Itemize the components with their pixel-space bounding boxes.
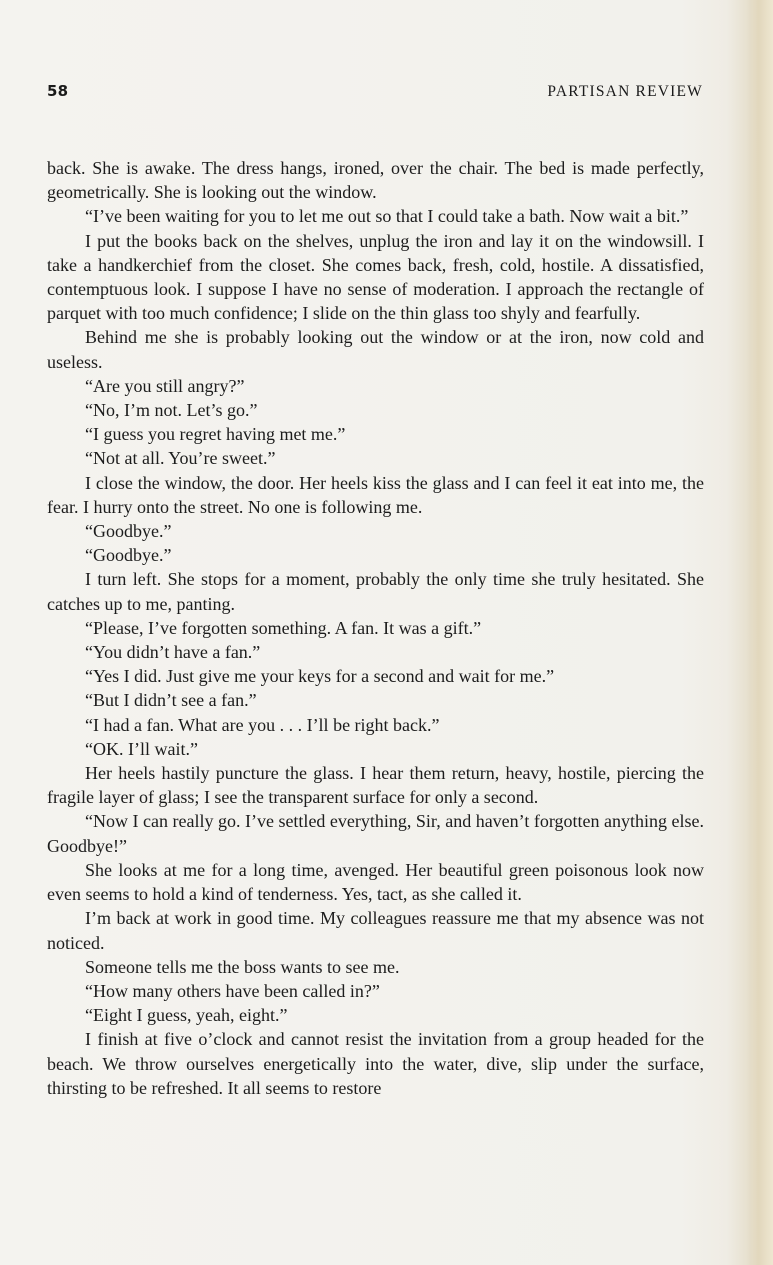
page-header: [47, 82, 703, 106]
paragraph: I put the books back on the shelves, unplug the iron and lay it on the windowsill. I take a handkerchief from the closet. She comes back, fresh, cold, hostile. A dissatisfied, contemptuous look. I suppose I have no sense of moderation. I approach the rectangle of parquet with too much confidence; I slide on the thin glass too shyly and fearfully.: [47, 230, 704, 324]
page-gutter-shadow: [747, 0, 773, 1265]
paragraph: “You didn’t have a fan.”: [85, 642, 261, 663]
paragraph: back. She is awake. The dress hangs, ironed, over the chair. The bed is made perfectly, geometrically. She is looking out the window.: [47, 158, 704, 203]
paragraph: “Now I can really go. I’ve settled everything, Sir, and haven’t forgotten anything else. Goodbye!”: [47, 811, 704, 856]
paragraph: Someone tells me the boss wants to see me.: [85, 956, 400, 977]
paragraph: “How many others have been called in?”: [85, 980, 380, 1001]
paragraph: “Yes I did. Just give me your keys for a second and wait for me.”: [85, 666, 555, 687]
paragraph: “Goodbye.”: [85, 545, 172, 566]
paragraph: “But I didn’t see a fan.”: [85, 690, 257, 711]
paragraph: “I’ve been waiting for you to let me out so that I could take a bath. Now wait a bit.”: [85, 206, 689, 227]
paragraph: “OK. I’ll wait.”: [85, 738, 198, 759]
paragraph: I finish at five o’clock and cannot resist the invitation from a group headed for the beach. We throw ourselves energetically into the water, dive, slip under the surface, thirsting to be refreshed. It all seems to restore: [47, 1029, 704, 1098]
paragraph: I turn left. She stops for a moment, probably the only time she truly hesitated. She catches up to me, panting.: [47, 569, 704, 614]
body-text: [47, 156, 704, 1100]
paragraph: “I had a fan. What are you . . . I’ll be right back.”: [85, 714, 440, 735]
paragraph: I close the window, the door. Her heels kiss the glass and I can feel it eat into me, the fear. I hurry onto the street. No one is following me.: [47, 472, 704, 517]
paragraph: Behind me she is probably looking out the window or at the iron, now cold and useless.: [47, 327, 704, 372]
paragraph: “Are you still angry?”: [85, 375, 245, 396]
paragraph: “Eight I guess, yeah, eight.”: [85, 1005, 288, 1026]
paragraph: I’m back at work in good time. My colleagues reassure me that my absence was not noticed.: [47, 908, 704, 953]
page-number: 58: [47, 82, 69, 100]
paragraph: “Goodbye.”: [85, 521, 172, 542]
paragraph: “No, I’m not. Let’s go.”: [85, 400, 258, 421]
paragraph: She looks at me for a long time, avenged. Her beautiful green poisonous look now even seems to hold a kind of tenderness. Yes, tact, as she called it.: [47, 859, 704, 905]
paragraph: “I guess you regret having met me.”: [85, 424, 346, 445]
running-head: PARTISAN REVIEW: [547, 83, 703, 100]
paragraph: “Please, I’ve forgotten something. A fan. It was a gift.”: [85, 617, 482, 638]
paragraph: “Not at all. You’re sweet.”: [85, 448, 276, 469]
paragraph: Her heels hastily puncture the glass. I hear them return, heavy, hostile, piercing the fragile layer of glass; I see the transparent surface for only a second.: [47, 763, 704, 808]
